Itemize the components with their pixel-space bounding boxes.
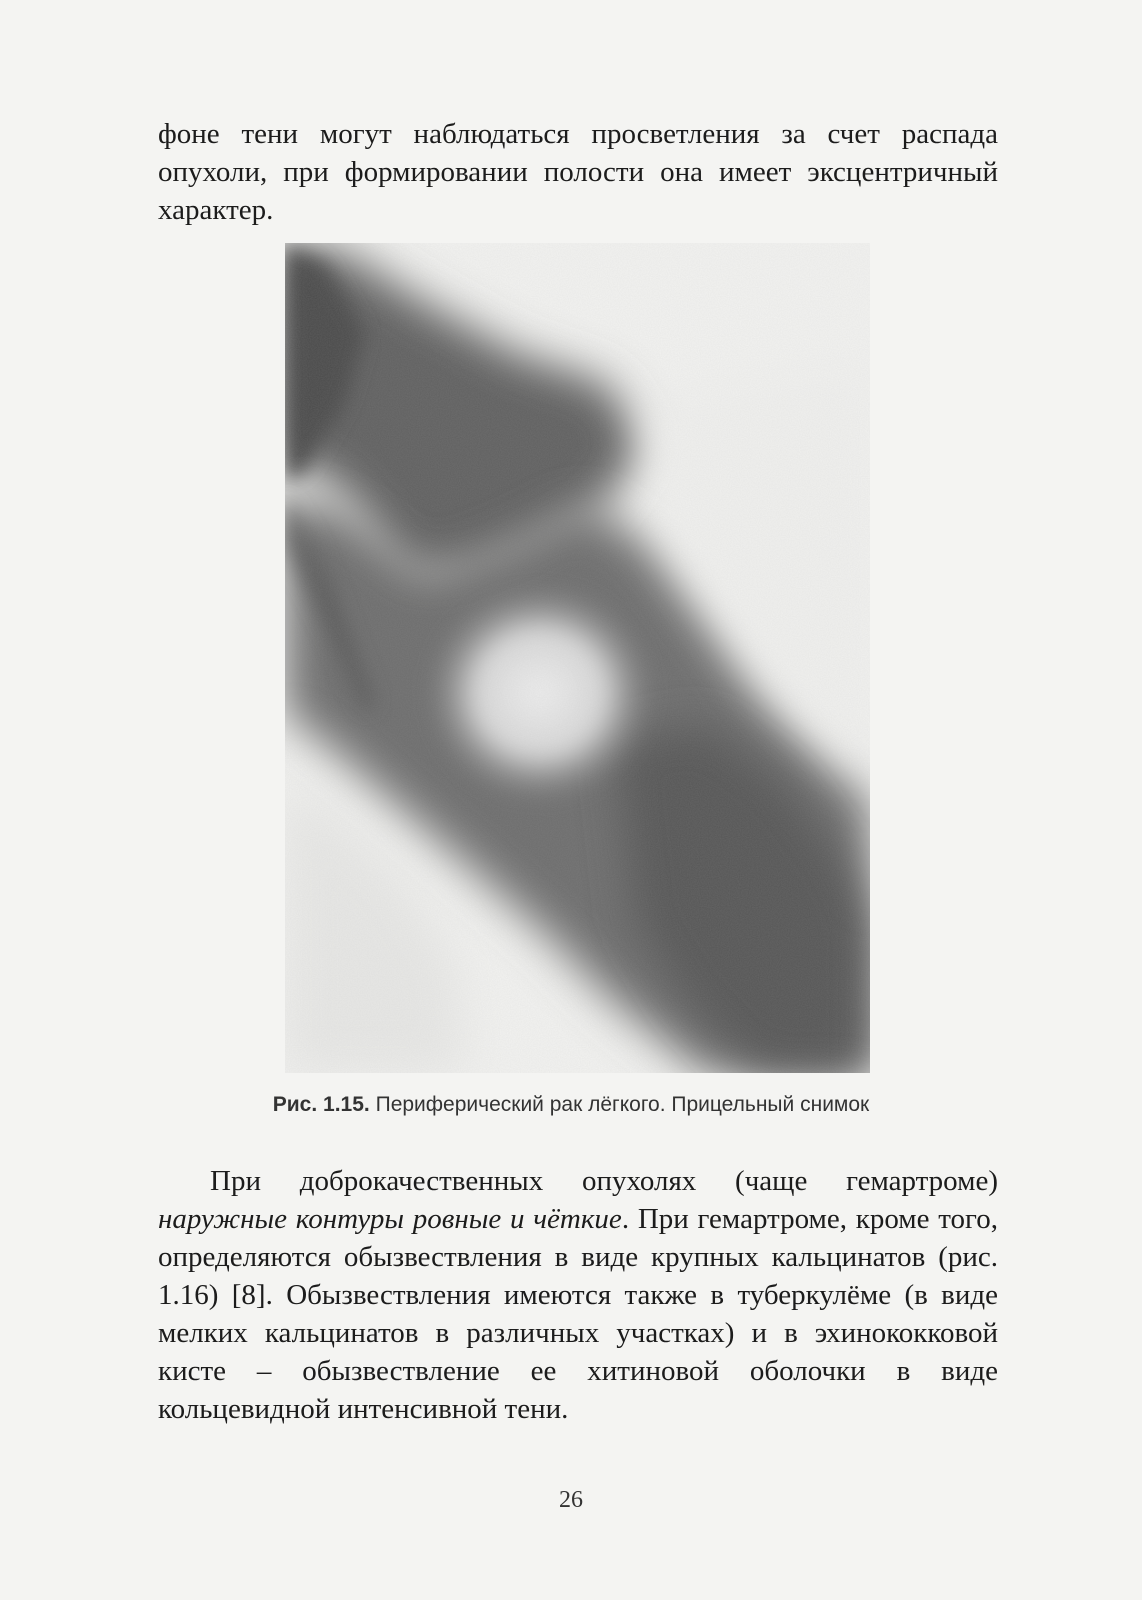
paragraph-bottom-part1: При доброкачественных опухолях (чаще гемартроме) [210, 1165, 998, 1197]
page-number: 26 [559, 1487, 583, 1513]
xray-image [285, 243, 870, 1073]
paragraph-bottom [158, 1162, 998, 1428]
paragraph-bottom-part2: . При гемартроме, кроме того, определяются обызвествления в виде крупных кальцинатов (рис. 1.16) [8]. Обызвествления имеются также в туберкулёме (в виде мелких кальцинатов в различных участках) и в эхинококковой кисте – обызвествление ее хитиновой оболочки в виде кольцевидной интенсивной тени. [158, 1203, 998, 1425]
caption-label: Рис. 1.15. [272, 1093, 370, 1116]
paragraph-top: фоне тени могут наблюдаться просветления за счет распада опухоли, при формировании полости она имеет эксцентричный характер. [158, 118, 998, 226]
caption-text: Периферический рак лёгкого. Прицельный снимок [375, 1093, 870, 1116]
paragraph-bottom-italic: наружные контуры ровные и чёткие [158, 1203, 622, 1235]
xray-figure [285, 243, 870, 1073]
figure-caption [0, 1093, 1142, 1117]
